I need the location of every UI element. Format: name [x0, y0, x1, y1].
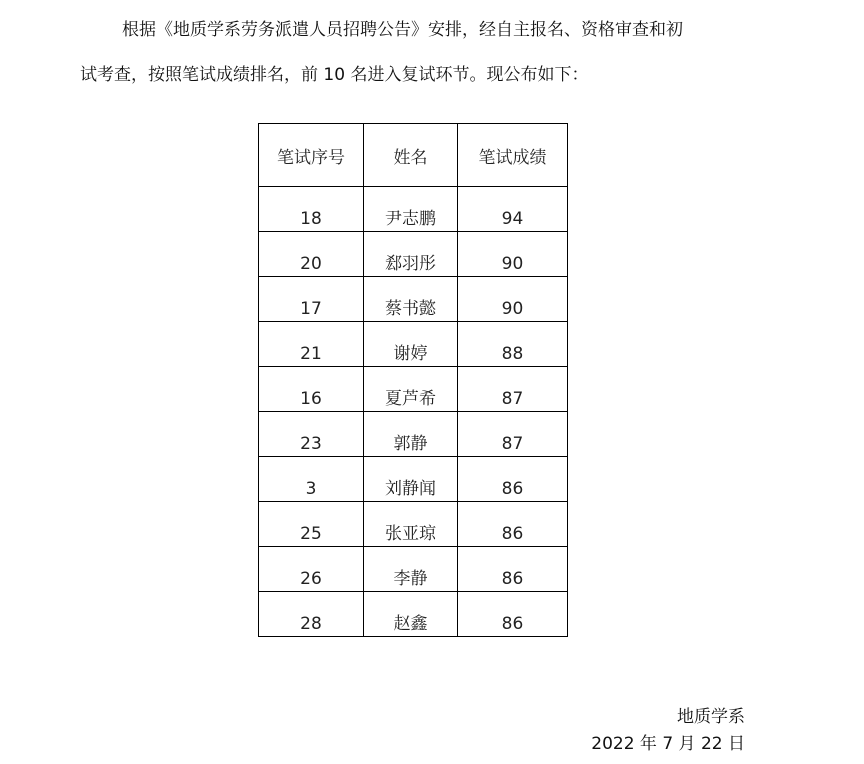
cell-exam-number: 20 — [259, 232, 364, 277]
cell-exam-number: 25 — [259, 502, 364, 547]
cell-score: 94 — [458, 187, 568, 232]
notice-paragraph-line-1: 根据《地质学系劳务派遣人员招聘公告》安排，经自主报名、资格审查和初 — [122, 20, 683, 40]
cell-exam-number: 26 — [259, 547, 364, 592]
signature-organization: 地质学系 — [677, 707, 745, 727]
notice-paragraph-line-2: 试考查，按照笔试成绩排名，前 10 名进入复试环节。现公布如下： — [80, 65, 589, 85]
table-row — [259, 457, 568, 502]
cell-exam-number: 21 — [259, 322, 364, 367]
cell-name: 夏芦希 — [364, 367, 458, 412]
header-name: 姓名 — [364, 124, 458, 187]
table-row — [259, 322, 568, 367]
cell-score: 87 — [458, 412, 568, 457]
table-row — [259, 232, 568, 277]
cell-score: 88 — [458, 322, 568, 367]
table-row — [259, 277, 568, 322]
cell-score: 86 — [458, 502, 568, 547]
table-row — [259, 367, 568, 412]
cell-name: 蔡书懿 — [364, 277, 458, 322]
table-row — [259, 502, 568, 547]
cell-score: 86 — [458, 592, 568, 637]
cell-name: 李静 — [364, 547, 458, 592]
cell-name: 郄羽彤 — [364, 232, 458, 277]
table-row — [259, 412, 568, 457]
cell-score: 90 — [458, 277, 568, 322]
cell-exam-number: 28 — [259, 592, 364, 637]
header-exam-score: 笔试成绩 — [458, 124, 568, 187]
table-header-row — [259, 124, 568, 187]
cell-name: 刘静闻 — [364, 457, 458, 502]
cell-name: 郭静 — [364, 412, 458, 457]
cell-exam-number: 17 — [259, 277, 364, 322]
cell-name: 尹志鹏 — [364, 187, 458, 232]
cell-score: 86 — [458, 547, 568, 592]
table-row — [259, 547, 568, 592]
cell-score: 90 — [458, 232, 568, 277]
table-row — [259, 592, 568, 637]
cell-exam-number: 3 — [259, 457, 364, 502]
cell-name: 赵鑫 — [364, 592, 458, 637]
cell-name: 谢婷 — [364, 322, 458, 367]
header-exam-number: 笔试序号 — [259, 124, 364, 187]
cell-exam-number: 16 — [259, 367, 364, 412]
results-table — [258, 123, 568, 637]
cell-score: 86 — [458, 457, 568, 502]
cell-exam-number: 23 — [259, 412, 364, 457]
signature-date: 2022 年 7 月 22 日 — [591, 734, 745, 754]
cell-exam-number: 18 — [259, 187, 364, 232]
cell-score: 87 — [458, 367, 568, 412]
cell-name: 张亚琼 — [364, 502, 458, 547]
table-row — [259, 187, 568, 232]
